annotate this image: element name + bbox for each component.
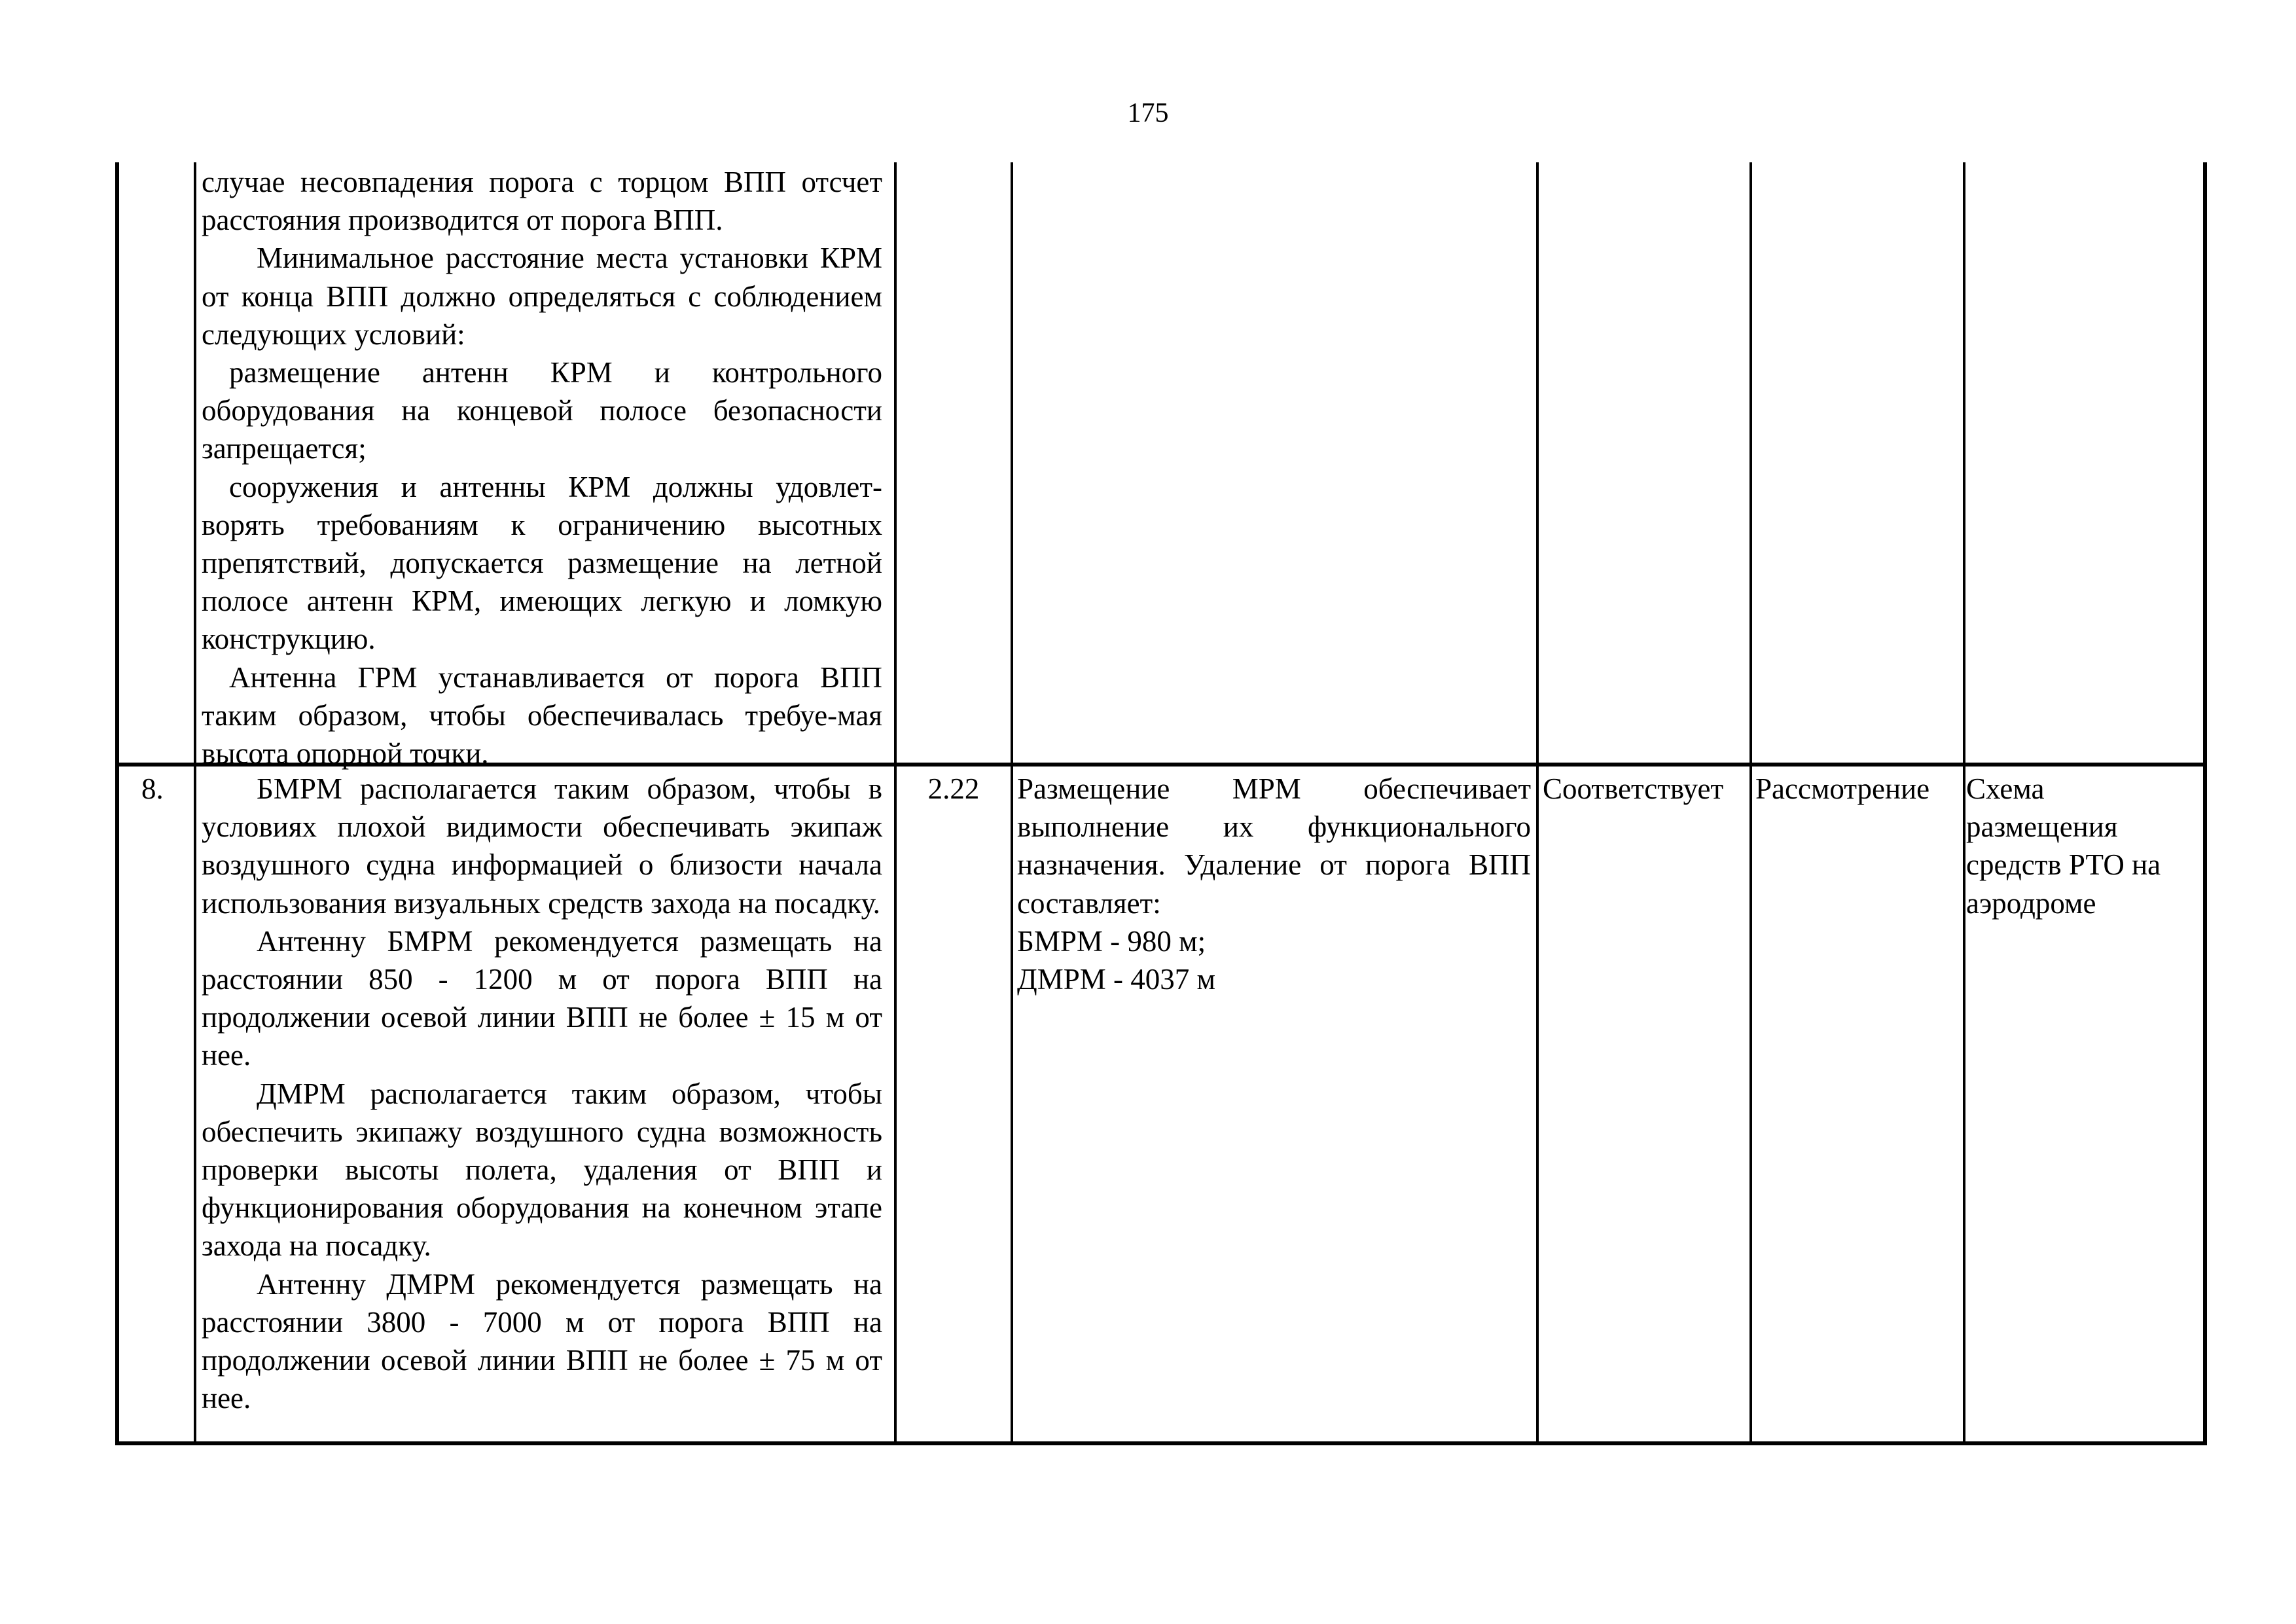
requirement-paragraph: Антенну БМРМ рекомендуется размещать на расстоянии 850 - 1200 м от порога ВПП на продолжении осевой линии ВПП не более ± 15 м от нее. bbox=[202, 924, 882, 1072]
table-column-divider bbox=[1536, 162, 1539, 1441]
row-8-clause: 2.22 bbox=[927, 772, 980, 805]
requirement-paragraph: Минимальное расстояние места установки КРМ от конца ВПП должно определяться с соблюдением следующих условий: bbox=[202, 242, 882, 351]
row-8-number: 8. bbox=[141, 772, 164, 805]
page-number: 175 bbox=[1127, 98, 1169, 128]
requirement-paragraph: случае несовпадения порога с торцом ВПП отсчет расстояния производится от порога ВПП. bbox=[202, 166, 882, 237]
requirements-table bbox=[115, 162, 2207, 1445]
row-8-fact bbox=[1017, 770, 1531, 998]
table-row-continued-requirement bbox=[202, 163, 882, 772]
row-8-requirement bbox=[202, 770, 882, 1417]
fact-paragraph: Размещение МРМ обеспечивает выполнение их функционального назначения. Удаление от порога ВПП составляет: bbox=[1017, 772, 1531, 920]
row-8-method: Рассмотрение bbox=[1755, 772, 1930, 805]
table-column-divider bbox=[1749, 162, 1752, 1441]
fact-paragraph: ДМРМ - 4037 м bbox=[1017, 963, 1215, 996]
table-column-divider bbox=[194, 162, 196, 1441]
table-column-divider bbox=[1011, 162, 1013, 1441]
requirement-paragraph: ДМРМ располагается таким образом, чтобы обеспечить экипажу воздушного судна возможность проверки высоты полета, удаления от ВПП и функционирования оборудования на конечном этапе захода на посадку. bbox=[202, 1077, 882, 1263]
table-column-divider bbox=[1963, 162, 1965, 1441]
row-8-compliance: Соответствует bbox=[1543, 772, 1724, 805]
requirement-paragraph: размещение антенн КРМ и контрольного оборудования на концевой полосе безопасности запрещается; bbox=[202, 356, 882, 465]
requirement-paragraph: Антенна ГРМ устанавливается от порога ВПП таким образом, чтобы обеспечивалась требуе-мая высота опорной точки. bbox=[202, 660, 882, 770]
requirement-paragraph: БМРМ располагается таким образом, чтобы в условиях плохой видимости обеспечивать экипаж воздушного судна информацией о близости начала использования визуальных средств захода на посадку. bbox=[202, 772, 882, 920]
requirement-paragraph: Антенну ДМРМ рекомендуется размещать на расстоянии 3800 - 7000 м от порога ВПП на продолжении осевой линии ВПП не более ± 75 м от нее. bbox=[202, 1267, 882, 1415]
fact-paragraph: БМРМ - 980 м; bbox=[1017, 924, 1206, 958]
requirement-paragraph: сооружения и антенны КРМ должны удовлет-ворять требованиям к ограничению высотных препятствий, допускается размещение на летной полосе антенн КРМ, имеющих легкую и ломкую конструкцию. bbox=[202, 470, 882, 656]
row-8-document bbox=[1966, 770, 2202, 922]
document-text: Схема размещения средств РТО на аэродроме bbox=[1966, 772, 2161, 920]
